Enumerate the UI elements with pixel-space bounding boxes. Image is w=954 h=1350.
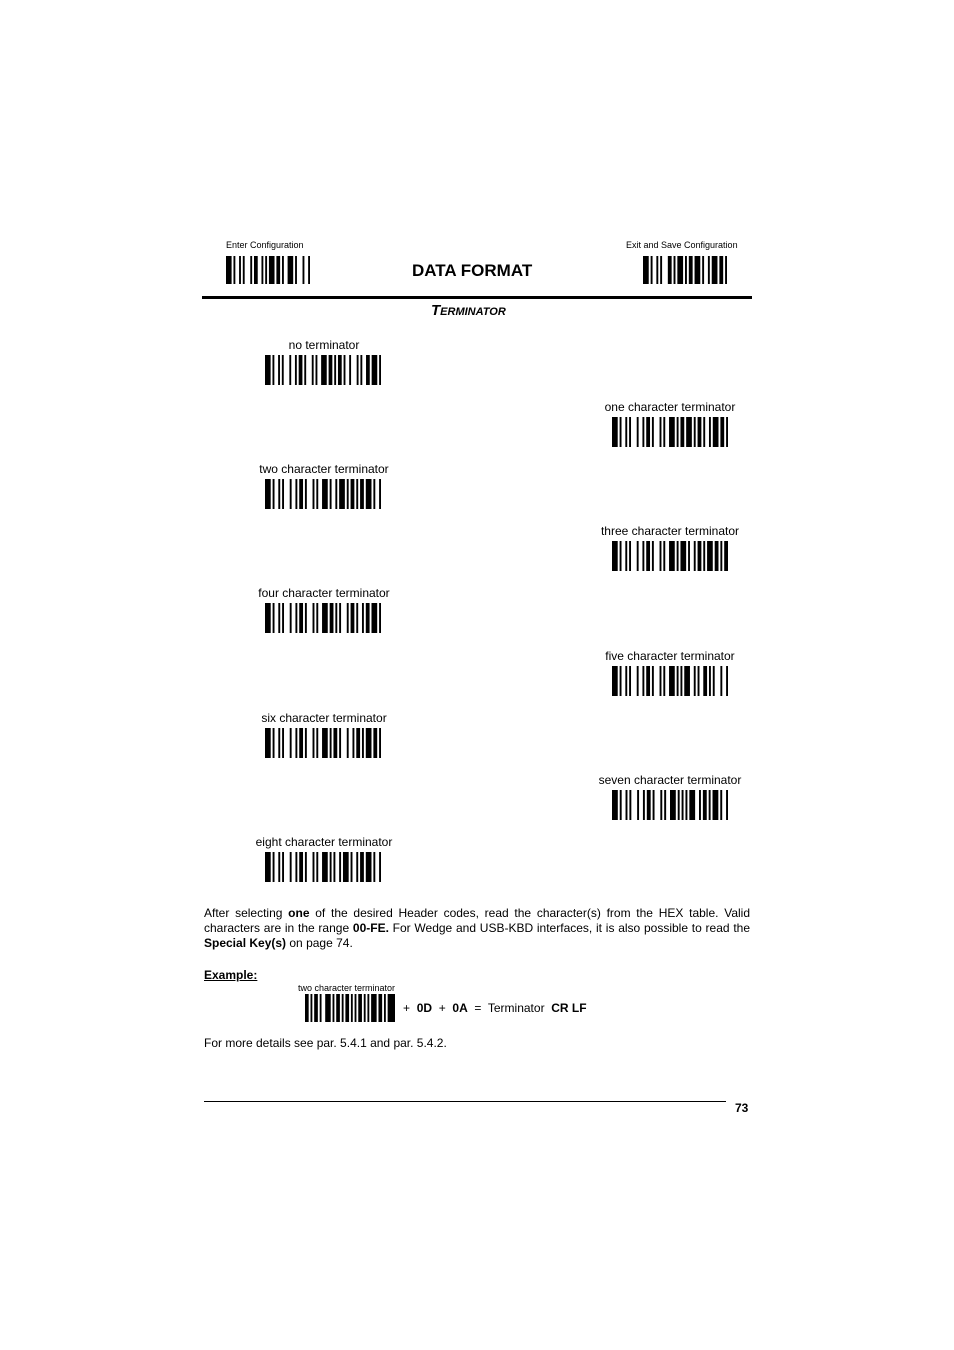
barcode-bar — [689, 790, 695, 820]
barcode-bar — [339, 728, 341, 758]
barcode-bar — [669, 417, 675, 447]
barcode-bar — [313, 603, 315, 633]
barcode-bar — [670, 790, 676, 820]
exit-save-configuration-label: Exit and Save Configuration — [626, 240, 738, 250]
footer-note: For more details see par. 5.4.1 and par. 5.4.2. — [204, 1036, 447, 1050]
barcode-bar — [713, 666, 715, 696]
barcode-bar — [620, 666, 622, 696]
barcode-bar — [702, 256, 704, 284]
barcode-bar — [313, 852, 315, 882]
barcode-bar — [637, 790, 639, 820]
barcode-bar — [299, 355, 303, 385]
barcode-bar — [357, 355, 359, 385]
barcode-bar — [652, 666, 654, 696]
barcode-bar — [333, 728, 337, 758]
barcode-bar — [351, 603, 355, 633]
barcode-bar — [379, 479, 381, 509]
barcode-bar — [313, 479, 315, 509]
barcode-bar — [338, 355, 342, 385]
page-title: DATA FORMAT — [412, 261, 533, 280]
barcode-bar — [335, 479, 337, 509]
barcode-bar — [669, 666, 675, 696]
barcode-bar — [282, 355, 284, 385]
barcode-bar — [625, 417, 627, 447]
barcode-bar — [347, 603, 349, 633]
barcode-bar — [322, 852, 328, 882]
barcode-bar — [329, 355, 333, 385]
example-barcode[interactable] — [305, 994, 395, 1022]
barcode-bar — [388, 994, 395, 1022]
barcode-bar — [321, 355, 327, 385]
barcode-bar — [652, 417, 654, 447]
barcode-bar — [273, 728, 275, 758]
barcode-bar — [335, 603, 337, 633]
option-label-seven-character: seven character terminator — [598, 773, 742, 787]
paragraph-bold-special-keys: Special Key(s) — [204, 936, 287, 950]
barcode-bar — [656, 256, 658, 284]
barcode-bar — [637, 541, 639, 571]
barcode-bar — [642, 541, 644, 571]
barcode-bar — [265, 728, 271, 758]
barcode-bar — [360, 355, 362, 385]
barcode-bar — [725, 256, 727, 284]
barcode-bar — [265, 603, 271, 633]
paragraph-text-1: After selecting — [204, 906, 289, 920]
barcode-bar — [379, 852, 381, 882]
barcode-bar — [651, 256, 653, 284]
barcode-bar — [708, 256, 710, 284]
barcode-bar — [295, 728, 297, 758]
barcode-bar — [325, 994, 331, 1022]
example-barcode-label: two character terminator — [298, 983, 396, 993]
barcode-bar — [715, 541, 719, 571]
barcode-four-character[interactable] — [265, 603, 381, 633]
barcode-bar — [685, 256, 687, 284]
barcode-bar — [646, 541, 650, 571]
barcode-bar — [351, 852, 353, 882]
barcode-bar — [362, 728, 364, 758]
exit-save-configuration-barcode[interactable] — [643, 256, 727, 284]
barcode-bar — [720, 541, 722, 571]
barcode-bar — [707, 541, 713, 571]
barcode-bar — [322, 479, 328, 509]
barcode-bar — [367, 994, 369, 1022]
barcode-bar — [373, 852, 375, 882]
barcode-bar — [330, 479, 332, 509]
barcode-bar — [316, 728, 318, 758]
paragraph-text-2: of the desired Header codes, read the character(s) from the HEX table. Valid characters are in the range — [204, 906, 750, 935]
result-cr-lf: CR LF — [551, 1001, 587, 1015]
barcode-bar — [620, 541, 622, 571]
barcode-bar — [688, 541, 690, 571]
barcode-bar — [269, 256, 275, 284]
barcode-no-terminator[interactable] — [265, 355, 381, 385]
barcode-bar — [299, 728, 303, 758]
barcode-bar — [647, 790, 651, 820]
barcode-bar — [629, 666, 631, 696]
barcode-bar — [282, 256, 284, 284]
barcode-bar — [680, 666, 682, 696]
header-rule — [202, 296, 752, 299]
barcode-bar — [339, 479, 345, 509]
barcode-bar — [239, 256, 241, 284]
barcode-bar — [660, 541, 662, 571]
barcode-bar — [726, 790, 728, 820]
barcode-bar — [612, 417, 618, 447]
barcode-bar — [356, 479, 358, 509]
barcode-bar — [726, 417, 728, 447]
barcode-bar — [612, 541, 618, 571]
barcode-bar — [677, 417, 679, 447]
barcode-bar — [250, 256, 252, 284]
barcode-bar — [669, 541, 675, 571]
option-label-no-terminator: no terminator — [288, 338, 360, 352]
plus-sign-1: + — [403, 1001, 411, 1015]
example-heading: Example: — [204, 968, 258, 982]
barcode-bar — [360, 479, 364, 509]
barcode-bar — [295, 852, 297, 882]
barcode-bar — [360, 852, 364, 882]
barcode-bar — [330, 852, 332, 882]
barcode-bar — [372, 355, 378, 385]
barcode-bar — [276, 256, 280, 284]
hex-code-0a: 0A — [452, 1001, 468, 1015]
hex-code-0d: 0D — [416, 1001, 433, 1015]
barcode-bar — [299, 852, 303, 882]
barcode-bar — [303, 256, 305, 284]
barcode-bar — [366, 728, 372, 758]
barcode-bar — [713, 790, 719, 820]
barcode-bar — [620, 790, 622, 820]
barcode-bar — [343, 852, 349, 882]
barcode-bar — [305, 479, 307, 509]
barcode-bar — [660, 666, 662, 696]
option-label-three-character: three character terminator — [600, 524, 740, 538]
barcode-bar — [261, 256, 263, 284]
barcode-bar — [320, 994, 322, 1022]
barcode-bar — [290, 728, 292, 758]
barcode-bar — [282, 728, 284, 758]
barcode-bar — [273, 852, 275, 882]
barcode-bar — [720, 790, 722, 820]
barcode-bar — [384, 994, 386, 1022]
footer-rule — [204, 1101, 726, 1102]
barcode-bar — [373, 728, 377, 758]
barcode-bar — [684, 666, 690, 696]
barcode-bar — [333, 994, 335, 1022]
barcode-bar — [282, 479, 284, 509]
barcode-bar — [703, 790, 707, 820]
equals-sign: = — [474, 1001, 482, 1015]
barcode-bar — [637, 666, 639, 696]
barcode-bar — [366, 479, 372, 509]
barcode-bar — [305, 994, 309, 1022]
barcode-bar — [288, 256, 294, 284]
barcode-bar — [689, 256, 693, 284]
barcode-one-character[interactable] — [612, 417, 728, 447]
barcode-bar — [646, 417, 650, 447]
barcode-bar — [233, 256, 235, 284]
barcode-bar — [278, 603, 280, 633]
barcode-bar — [278, 728, 280, 758]
barcode-bar — [305, 852, 307, 882]
barcode-bar — [698, 417, 702, 447]
barcode-bar — [663, 666, 665, 696]
barcode-five-character[interactable] — [612, 666, 728, 696]
enter-configuration-barcode[interactable] — [226, 256, 310, 284]
barcode-bar — [694, 666, 696, 696]
barcode-bar — [355, 994, 357, 1022]
barcode-bar — [356, 852, 358, 882]
barcode-bar — [333, 852, 335, 882]
barcode-bar — [356, 728, 360, 758]
barcode-bar — [709, 666, 711, 696]
barcode-bar — [356, 603, 358, 633]
barcode-bar — [254, 256, 258, 284]
barcode-bar — [709, 790, 711, 820]
barcode-two-character[interactable] — [265, 479, 381, 509]
barcode-bar — [694, 541, 696, 571]
barcode-bar — [362, 603, 364, 633]
barcode-bar — [312, 355, 314, 385]
example-equation — [403, 1001, 587, 1015]
barcode-bar — [677, 256, 683, 284]
barcode-bar — [713, 417, 719, 447]
barcode-bar — [316, 479, 318, 509]
barcode-bar — [364, 994, 366, 1022]
barcode-bar — [680, 541, 686, 571]
barcode-bar — [339, 603, 341, 633]
barcode-bar — [330, 603, 334, 633]
barcode-bar — [352, 728, 354, 758]
barcode-bar — [703, 666, 707, 696]
barcode-bar — [265, 479, 271, 509]
option-label-two-character: two character terminator — [259, 462, 389, 476]
barcode-bar — [663, 541, 665, 571]
barcode-bar — [358, 994, 362, 1022]
barcode-bar — [349, 355, 351, 385]
barcode-bar — [642, 417, 644, 447]
barcode-bar — [290, 479, 292, 509]
barcode-bar — [612, 790, 618, 820]
barcode-bar — [642, 666, 644, 696]
barcode-bar — [272, 355, 274, 385]
barcode-bar — [699, 790, 701, 820]
barcode-bar — [347, 728, 349, 758]
barcode-bar — [703, 541, 705, 571]
barcode-bar — [652, 541, 654, 571]
barcode-bar — [660, 256, 662, 284]
barcode-bar — [668, 256, 672, 284]
plus-sign-2: + — [438, 1001, 446, 1015]
barcode-bar — [646, 666, 650, 696]
barcode-bar — [265, 256, 267, 284]
barcode-bar — [698, 666, 700, 696]
barcode-bar — [709, 417, 711, 447]
barcode-bar — [282, 852, 284, 882]
barcode-bar — [316, 603, 318, 633]
barcode-bar — [366, 852, 372, 882]
barcode-bar — [322, 728, 328, 758]
barcode-bar — [703, 417, 705, 447]
section-subtitle — [431, 302, 506, 319]
barcode-bar — [299, 479, 303, 509]
barcode-bar — [720, 666, 722, 696]
barcode-bar — [724, 541, 728, 571]
barcode-bar — [379, 728, 381, 758]
page-number: 73 — [735, 1101, 749, 1115]
barcode-bar — [295, 256, 297, 284]
barcode-bar — [339, 852, 341, 882]
barcode-bar — [299, 603, 303, 633]
barcode-bar — [660, 790, 662, 820]
barcode-bar — [660, 417, 662, 447]
barcode-bar — [371, 994, 377, 1022]
barcode-bar — [345, 994, 349, 1022]
barcode-bar — [295, 479, 297, 509]
barcode-bar — [304, 355, 306, 385]
paragraph-bold-range: 00-FE. — [352, 921, 389, 935]
barcode-bar — [698, 541, 702, 571]
barcode-bar — [625, 541, 627, 571]
barcode-bar — [694, 417, 696, 447]
barcode-bar — [290, 852, 292, 882]
barcode-bar — [295, 603, 297, 633]
barcode-bar — [278, 852, 280, 882]
barcode-bar — [265, 355, 271, 385]
barcode-bar — [720, 417, 724, 447]
barcode-bar — [379, 355, 381, 385]
subtitle-initial: T — [431, 302, 441, 319]
barcode-bar — [678, 790, 680, 820]
barcode-bar — [308, 256, 310, 284]
barcode-three-character[interactable] — [612, 541, 728, 571]
barcode-bar — [643, 256, 649, 284]
barcode-bar — [366, 355, 370, 385]
barcode-bar — [278, 355, 280, 385]
barcode-bar — [612, 666, 618, 696]
barcode-bar — [695, 256, 701, 284]
barcode-bar — [342, 994, 344, 1022]
barcode-bar — [334, 355, 336, 385]
barcode-bar — [226, 256, 232, 284]
barcode-bar — [625, 666, 627, 696]
barcode-bar — [682, 790, 684, 820]
barcode-bar — [664, 790, 666, 820]
barcode-bar — [295, 355, 297, 385]
option-label-eight-character: eight character terminator — [255, 835, 393, 849]
barcode-bar — [305, 728, 307, 758]
barcode-bar — [322, 603, 328, 633]
barcode-bar — [305, 603, 307, 633]
barcode-bar — [278, 479, 280, 509]
barcode-bar — [311, 994, 313, 1022]
barcode-bar — [379, 603, 381, 633]
barcode-bar — [663, 417, 665, 447]
result-text: Terminator — [487, 1001, 545, 1015]
barcode-bar — [289, 355, 291, 385]
barcode-bar — [243, 256, 245, 284]
barcode-bar — [719, 256, 723, 284]
barcode-bar — [347, 479, 349, 509]
barcode-bar — [316, 852, 318, 882]
barcode-bar — [282, 603, 284, 633]
barcode-bar — [336, 994, 340, 1022]
barcode-bar — [378, 994, 382, 1022]
option-label-five-character: five character terminator — [605, 649, 735, 663]
barcode-bar — [677, 666, 679, 696]
barcode-bar — [330, 728, 332, 758]
paragraph-bold-one: one — [288, 906, 310, 920]
barcode-bar — [273, 603, 275, 633]
option-label-one-character: one character terminator — [604, 400, 736, 414]
barcode-bar — [674, 256, 676, 284]
paragraph-text-4: on page 74. — [286, 936, 353, 950]
barcode-bar — [316, 355, 318, 385]
barcode-bar — [686, 417, 692, 447]
barcode-bar — [685, 790, 687, 820]
subtitle-rest: ERMINATOR — [440, 306, 506, 318]
barcode-bar — [629, 541, 631, 571]
barcode-bar — [314, 994, 318, 1022]
explanation-paragraph — [204, 906, 750, 951]
barcode-bar — [351, 479, 355, 509]
barcode-six-character[interactable] — [265, 728, 381, 758]
barcode-bar — [643, 790, 645, 820]
barcode-bar — [626, 790, 628, 820]
barcode-bar — [637, 417, 639, 447]
barcode-bar — [677, 541, 679, 571]
barcode-bar — [371, 603, 377, 633]
barcode-bar — [629, 790, 631, 820]
barcode-bar — [620, 417, 622, 447]
barcode-bar — [265, 852, 271, 882]
barcode-bar — [712, 256, 718, 284]
paragraph-text-3: For Wedge and USB-KBD interfaces, it is also possible to read the — [388, 921, 750, 935]
barcode-bar — [680, 417, 684, 447]
barcode-bar — [366, 603, 370, 633]
option-label-four-character: four character terminator — [258, 586, 390, 600]
barcode-bar — [726, 666, 728, 696]
barcode-bar — [629, 417, 631, 447]
barcode-bar — [344, 355, 346, 385]
barcode-eight-character[interactable] — [265, 852, 381, 882]
barcode-seven-character[interactable] — [612, 790, 728, 820]
barcode-bar — [273, 479, 275, 509]
barcode-bar — [653, 790, 655, 820]
barcode-bar — [290, 603, 292, 633]
option-label-six-character: six character terminator — [261, 711, 387, 725]
barcode-bar — [373, 479, 375, 509]
barcode-bar — [351, 994, 353, 1022]
barcode-bar — [313, 728, 315, 758]
enter-configuration-label: Enter Configuration — [226, 240, 304, 250]
